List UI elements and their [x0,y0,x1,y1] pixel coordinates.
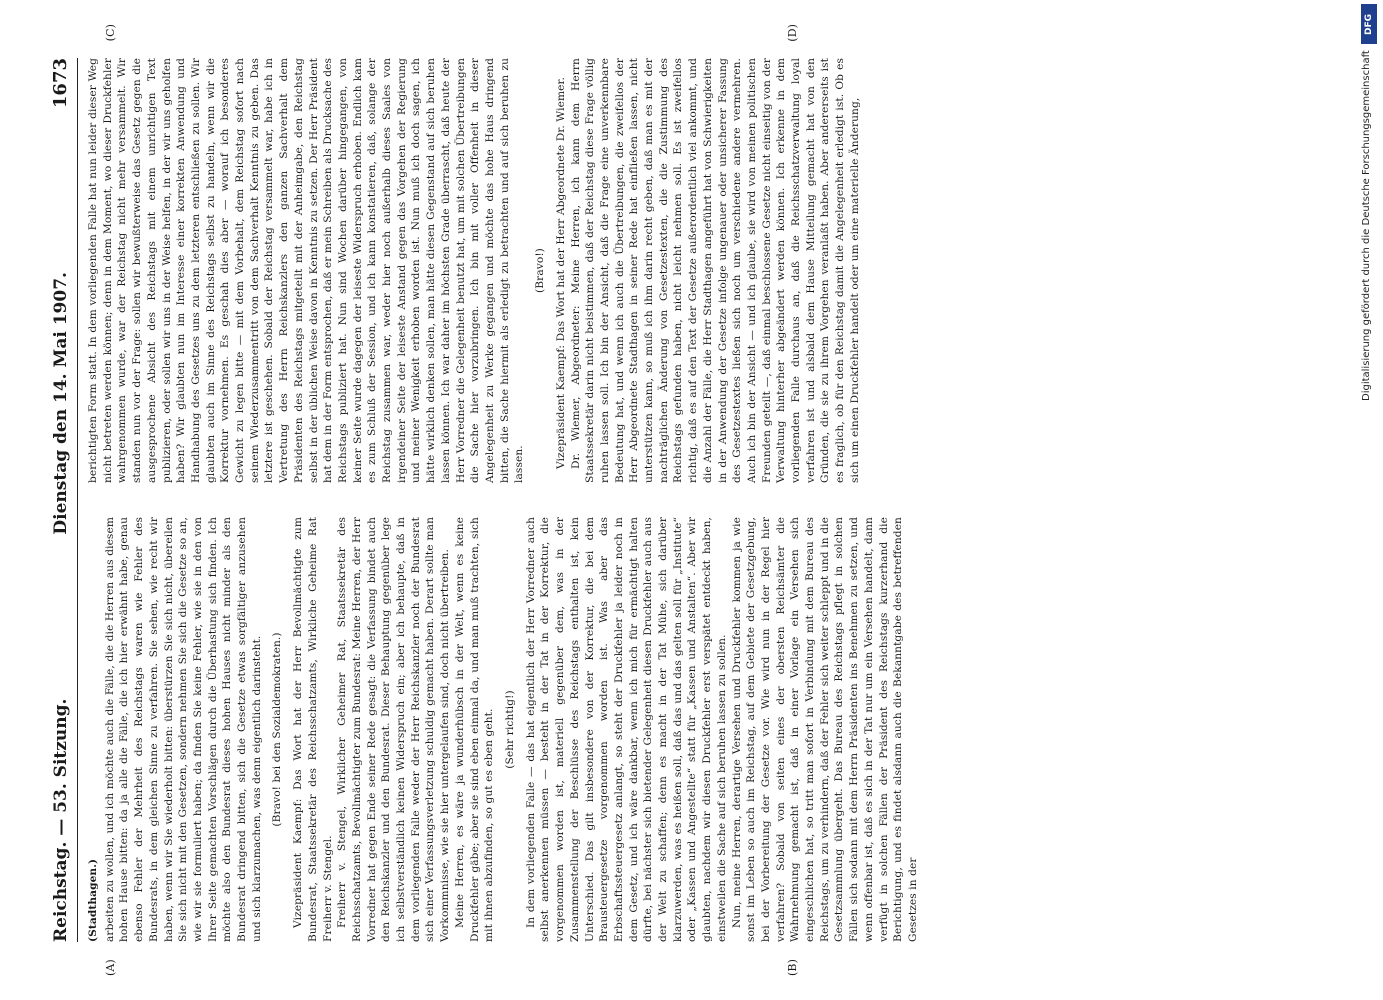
dfg-logo: DFG [1361,4,1377,44]
paragraph: berichtigten Form statt. In dem vorliegenden Falle hat nun leider dieser Weg nicht betreten werden können; denn in dem Moment, wo dieser Druckfehler wahrgenommen wurde, war der Reichstag nicht mehr versammelt. Wir standen nun vor der Frage: sollen wir bewußterweise das Gesetz gegen die ausgesprochene Absicht des Reichstags mit einem unrichtigen Text publizieren, oder sollen wir uns in der Weise helfen, in der wir uns geholfen haben? Wir glaubten nun im Interesse einer korrekten Anwendung und Handhabung des Gesetzes uns zu dem letzteren entschließen zu sollen. Wir glaubten auch im Sinne des Reichstags selbst zu handeln, wenn wir die Korrektur vornehmen. Es geschah dies aber — worauf ich besonderes Gewicht zu legen bitte — mit dem Vorbehalt, dem Reichstag sofort nach seinem Wiederzusammentritt von dem Sachverhalt Kenntnis zu geben. Das letztere ist geschehen. Sobald der Reichstag versammelt war, habe ich in Vertretung des Herrn Reichskanzlers den ganzen Sachverhalt dem Präsidenten des Reichstags mitgeteilt mit der Anheimgabe, den Reichstag selbst in der üblichen Weise davon in Kenntnis zu setzen. Der Herr Präsident hat dem in der Form entsprochen, daß er mein Schreiben als Drucksache des Reichstags publiziert hat. Nun sind Wochen darüber hingegangen, von keiner Seite wurde dagegen der leiseste Widerspruch erhoben. Endlich kam es zum Schluß der Session, und ich kann konstatieren, daß, solange der Reichstag zusammen war, weder hier noch außerhalb dieses Saales von irgendeiner Seite der leiseste Anstand gegen das Vorgehen der Regierung und meiner Wenigkeit erhoben worden ist. Nun muß ich doch sagen, ich hätte wirklich denken sollen, man hätte diesen Gegenstand auf sich beruhen lassen können. Ich war daher im höchsten Grade überrascht, daß heute der Herr Vorredner die Gelegenheit benutzt hat, um mit solchen Übertreibungen die Sache hier vorzubringen. Ich bin mit voller Offenheit in dieser Angelegenheit zu Werke gegangen und möchte das hohe Haus dringend bitten, die Sache hiermit als erledigt zu betrachten und auf sich beruhen zu lassen. [87,58,526,483]
interjection: (Sehr richtig!) [503,690,516,769]
margin-marker-d: (D) [786,24,799,42]
header-date: Dienstag den 14. Mai 1907. [51,272,71,535]
margin-marker-c: (C) [104,24,117,42]
paragraph: Vizepräsident Kaempf: Das Wort hat der Herr Abgeordnete Dr. Wiemer. [554,77,567,469]
header-session: Reichstag. — 53. Sitzung. [51,698,71,942]
interjection: (Bravo! bei den Sozialdemokraten.) [271,632,284,827]
margin-marker-a: (A) [104,959,117,976]
paragraph: Nun, meine Herren, derartige Versehen und Druckfehler kommen ja wie sonst im Leben so auch im Reichstag, auf dem Gebiete der Gesetzgebung, bei der Vorbereitung der Gesetze vor. Wie wird nun in der Regel hier verfahren? Sobald von seiten eines der obersten Reichsämter die Wahrnehmung gemacht ist, daß in einer Vorlage ein Versehen sich eingeschlichen hat, so tritt man sofort in Verbindung mit dem Bureau des Reichstags, um zu verhindern, daß der Fehler sich weiter schleppt und in die Gesetzsammlung übergeht. Das Bureau des Reichstags pflegt in solchen Fällen sich sodann mit dem Herrn Präsidenten ins Benehmen zu setzen, und wenn offenbar ist, daß es sich in der Tat nur um ein Versehen handelt, dann verfügt in solchen Fällen der Präsident des Reichstags kurzerhand die Berichtigung, und es findet alsdann auch die Bekanntgabe des betreffenden Gesetzes in der [730,517,919,942]
digitization-note: Digitalisierung gefördert durch die Deutsche Forschungsgemeinschaft [1361,50,1372,401]
paragraph: In dem vorliegenden Falle — das hat eigentlich der Herr Vorredner auch selbst anerkennen müssen — besteht in der Tat in der Korrektur, die vorgenommen worden ist, materiell gegenüber dem, was in der Zusammenstellung der Beschlüsse des Reichstags enthalten ist, kein Unterschied. Das gilt insbesondere von der Korrektur, die bei dem Brausteuergesetze vorgenommen worden ist. Was aber das Erbschaftssteuergesetz anlangt, so steht der Druckfehler ja leider noch in dem Gesetz, und ich wäre dankbar, wenn ich mich für ermächtigt halten dürfte, bei nächster sich bietender Gelegenheit diesen Druckfehler auch aus der Welt zu schaffen; denn es macht in der Tat Mühe, sich darüber klarzuwerden, was es heißen soll, daß das und das gelten soll für „Institute“ oder „Kassen und Angestellte“ statt für „Kassen und Anstalten“. Aber wir glaubten, nachdem wir diesen Druckfehler erst verspätet entdeckt haben, einstweilen die Sache auf sich beruhen lassen zu sollen. [524,517,728,942]
paragraph: Freiherr v. Stengel, Wirklicher Geheimer Rat, Staatssekretär des Reichsschatzamts, Bevollmächtigter zum Bundesrat: Meine Herren, der Herr Vorredner hat gegen Ende seiner Rede gesagt: die Verfassung bindet auch den Reichskanzler und den Bundesrat. Dieser Behauptung gegenüber lege ich selbstverständlich keinen Widerspruch ein; aber ich behaupte, daß in dem vorliegenden Falle weder der Herr Reichskanzler noch der Bundesrat sich einer Verfassungsverletzung schuldig gemacht haben. Derart sollte man Vorkommnisse, wie sie hier untergelaufen sind, doch nicht übertreiben. [336,517,452,942]
page-number: 1673 [50,58,71,109]
paragraph: arbeiten zu wollen, und ich möchte auch die Fälle, die die Herren aus diesem hohen Hause bitten: da ja alle die Fälle, die ich hier erwähnt habe, genau ebenso Fehler der Mehrheit des Reichstags waren wie Fehler des Bundesrats, in dem gleichen Sinne zu verfahren. Sie sehen, wie recht wir haben, wenn wir Sie wiederholt bitten: überstürzen Sie sich nicht, übereilen Sie sich nicht mit den Gesetzen, sondern nehmen Sie sich die Gesetze so an, wie wir sie formuliert haben; da finden Sie keine Fehler, wie sie in den von Ihrer Seite gemachten Vorschlägen durch die Überhastung sich finden. Ich möchte also den Bundesrat dieses hohen Hauses nicht minder als den Bundesrat dringend bitten, sich die Gesetze etwas sorgfältiger anzusehen und sich klarzumachen, was denn eigentlich darinsteht. [103,517,263,942]
left-column [86,517,921,976]
paragraph: Meine Herren, es wäre ja wunderhübsch in der Welt, wenn es keine Druckfehler gäbe; aber sie sind eben einmal da, und man muß trachten, sich mit ihnen abzufinden, so gut es eben geht. [453,517,496,942]
page-header [50,58,78,942]
right-column [86,24,921,483]
margin-marker-b: (B) [786,959,799,976]
paragraph: Vizepräsident Kaempf: Das Wort hat der Herr Bevollmächtigte zum Bundesrat, Staatssekretär des Reichsschatzamts, Wirkliche Geheime Rat Freiherr v. Stengel. [292,517,334,942]
text-columns [86,24,921,976]
interjection: (Bravo!) [534,248,547,293]
speaker-heading: (Stadthagen.) [87,858,99,942]
paragraph: Dr. Wiemer, Abgeordneter: Meine Herren, ich kann dem Herrn Staatssekretär darin nicht beistimmen, daß der Reichstag diese Frage völlig ruhen lassen soll. Ich bin der Ansicht, daß die Frage eine unverkennbare Bedeutung hat, und wenn ich auch die Übertreibungen, die zweifellos der Herr Abgeordnete Stadthagen in seiner Rede hat einfließen lassen, nicht unterstützen kann, so muß ich ihm darin recht geben, daß man es mit der nachträglichen Änderung von Gesetzestexten, die die Zustimmung des Reichstags gefunden haben, nicht leicht nehmen soll. Es ist zweifellos richtig, daß es auf den Text der Gesetze außerordentlich viel ankommt, und die Anzahl der Fälle, die Herr Stadthagen angeführt hat von Schwierigkeiten in der Anwendung der Gesetze infolge ungenauer oder unsicherer Fassung des Gesetzestextes ließen sich noch um verschiedene andere vermehren. Auch ich bin der Ansicht — und ich glaube, sie wird von meinen politischen Freunden geteilt —, daß einmal beschlossene Gesetze nicht einseitig von der Verwaltung hinterher abgeändert werden können. Ich erkenne in dem vorliegenden Falle durchaus an, daß die Reichsschatzverwaltung loyal verfahren ist und alsbald dem Hause Mitteilung gemacht hat von den Gründen, die sie zu ihrem Vorgehen veranlaßt haben. Aber andererseits ist es fraglich, ob für den Reichstag damit die Angelegenheit erledigt ist. Ob es sich um einen Druckfehler handelt oder um eine materielle Änderung, [569,58,861,483]
